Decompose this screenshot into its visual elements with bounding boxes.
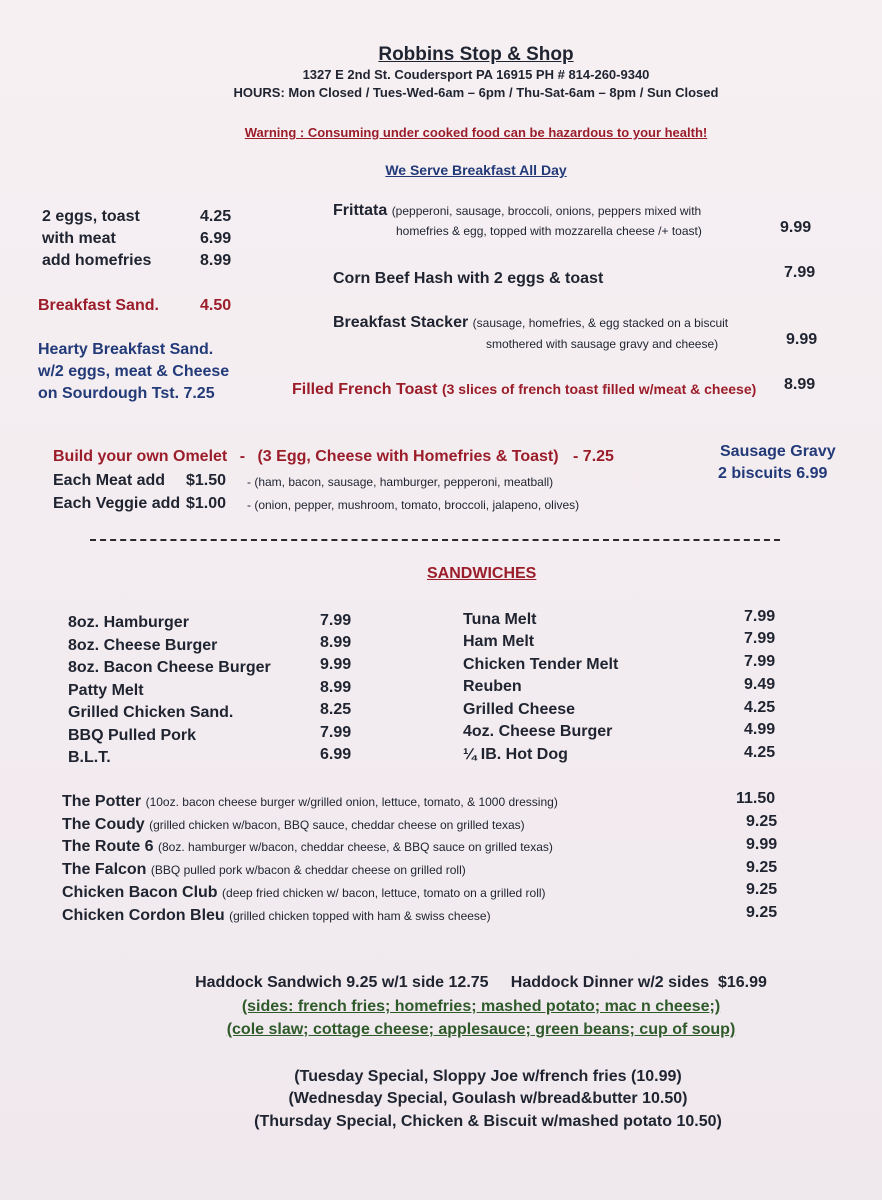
french-toast-desc: (3 slices of french toast filled w/meat & cheese) (441, 381, 757, 397)
item-price: 4.25 (744, 699, 776, 716)
address-line: 1327 E 2nd St. Coudersport PA 16915 PH # 814-260-9340 (302, 67, 650, 82)
french-toast-name: Filled French Toast (292, 381, 438, 398)
list-item: Ham Melt (463, 633, 535, 650)
restaurant-title: Robbins Stop & Shop (378, 44, 574, 65)
item-price: 7.99 (320, 612, 352, 629)
haddock-sides-2: (cole slaw; cottage cheese; applesauce; green beans; cup of soup) (226, 1021, 736, 1038)
meat-add-price: $1.50 (186, 472, 227, 489)
item-price: 4.25 (744, 744, 776, 761)
item-price: 6.99 (320, 746, 352, 763)
item-price: 7.99 (744, 653, 776, 670)
item-price: 11.50 (736, 790, 776, 807)
omelet-desc: (3 Egg, Cheese with Homefries & Toast) (257, 448, 559, 465)
french-toast-price: 8.99 (784, 376, 816, 393)
list-item (62, 861, 466, 879)
frittata-desc-1: (pepperoni, sausage, broccoli, onions, peppers mixed with (391, 204, 702, 218)
item-price: 6.99 (200, 230, 232, 247)
hearty-line-3: on Sourdough Tst. 7.25 (38, 385, 215, 402)
breakfast-sandwich-price: 4.50 (200, 297, 232, 314)
list-item: Chicken Tender Melt (463, 656, 619, 673)
meat-add: Each Meat add (53, 472, 166, 489)
omelet-name: Build your own Omelet (53, 448, 228, 465)
stacker-desc-2: smothered with sausage gravy and cheese) (486, 337, 719, 351)
warning-line: Warning : Consuming under cooked food can be hazardous to your health! (244, 125, 708, 140)
item-price: 7.99 (320, 724, 352, 741)
list-item: Patty Melt (68, 682, 144, 699)
sausage-gravy: Sausage Gravy (720, 443, 836, 460)
tuesday-special: (Tuesday Special, Sloppy Joe w/french fries (10.99) (294, 1068, 682, 1085)
list-item: Grilled Chicken Sand. (68, 704, 234, 721)
item-price: 9.25 (746, 881, 778, 898)
stacker-line (333, 314, 728, 332)
specialty-name: The Route 6 (62, 838, 154, 855)
specialty-desc: (8oz. hamburger w/bacon, cheddar cheese, & BBQ sauce on grilled texas) (158, 840, 553, 854)
breakfast-sandwich: Breakfast Sand. (38, 297, 159, 314)
specialty-name: Chicken Bacon Club (62, 884, 218, 901)
hearty-line-1: Hearty Breakfast Sand. (38, 341, 214, 358)
veggie-add-price: $1.00 (186, 495, 227, 512)
list-item (62, 884, 546, 902)
item-price: 9.25 (746, 859, 778, 876)
list-item: Reuben (463, 678, 522, 695)
item-price: 7.99 (744, 608, 776, 625)
item-price: 4.25 (200, 208, 232, 225)
specialty-desc: (deep fried chicken w/ bacon, lettuce, tomato on a grilled roll) (222, 886, 546, 900)
item-price: 9.99 (320, 656, 352, 673)
hearty-line-2: w/2 eggs, meat & Cheese (38, 363, 230, 380)
specialty-name: The Coudy (62, 816, 145, 833)
frittata-line (333, 202, 701, 220)
frittata-name: Frittata (333, 202, 388, 219)
item-price: 4.99 (744, 721, 776, 738)
specialty-desc: (grilled chicken w/bacon, BBQ sauce, cheddar cheese on grilled texas) (149, 818, 525, 832)
list-item (62, 907, 491, 925)
list-item: B.L.T. (68, 749, 111, 766)
stacker-name: Breakfast Stacker (333, 314, 469, 331)
item-price: 9.25 (746, 813, 778, 830)
item-price: 8.99 (320, 679, 352, 696)
list-item (62, 793, 558, 811)
corned-beef-price: 7.99 (784, 264, 816, 281)
specialty-desc: (BBQ pulled pork w/bacon & cheddar cheese on grilled roll) (150, 863, 466, 877)
corned-beef-hash: Corn Beef Hash with 2 eggs & toast (333, 270, 604, 287)
item-price: 7.99 (744, 630, 776, 647)
list-item: 4oz. Cheese Burger (463, 723, 613, 740)
specialty-desc: (grilled chicken topped with ham & swiss cheese) (229, 909, 491, 923)
meat-add-desc: - (ham, bacon, sausage, hamburger, pepperoni, meatball) (247, 475, 554, 489)
list-item: BBQ Pulled Pork (68, 727, 197, 744)
item-price: 8.99 (200, 252, 232, 269)
item-price: 8.99 (320, 634, 352, 651)
frittata-desc-2: homefries & egg, topped with mozzarella cheese /+ toast) (396, 224, 702, 238)
breakfast-all-day: We Serve Breakfast All Day (385, 162, 567, 178)
list-item: ¼ IB. Hot Dog (463, 746, 568, 763)
specialty-name: The Falcon (62, 861, 147, 878)
haddock-line: Haddock Sandwich 9.25 w/1 side 12.75 Haddock Dinner w/2 sides $16.99 (195, 974, 767, 991)
specialty-name: The Potter (62, 793, 142, 810)
specialty-desc: (10oz. bacon cheese burger w/grilled onion, lettuce, tomato, & 1000 dressing) (145, 795, 558, 809)
hours-line: HOURS: Mon Closed / Tues-Wed-6am – 6pm / Thu-Sat-6am – 8pm / Sun Closed (233, 85, 719, 100)
item-price: 9.25 (746, 904, 778, 921)
stacker-desc-1: (sausage, homefries, & egg stacked on a biscuit (472, 316, 729, 330)
list-item: Tuna Melt (463, 611, 537, 628)
item-price: 9.49 (744, 676, 776, 693)
omelet-line (53, 448, 614, 466)
item-price: 9.99 (746, 836, 778, 853)
sausage-gravy-price: 2 biscuits 6.99 (718, 465, 828, 482)
list-item: 8oz. Hamburger (68, 614, 189, 631)
list-item (62, 838, 553, 856)
list-item (62, 816, 525, 834)
sandwiches-heading: SANDWICHES (427, 565, 537, 582)
omelet-dash: - (239, 448, 246, 465)
list-item: with meat (42, 230, 116, 247)
veggie-add: Each Veggie add (53, 495, 181, 512)
list-item: add homefries (42, 252, 152, 269)
stacker-price: 9.99 (786, 331, 818, 348)
list-item: 8oz. Bacon Cheese Burger (68, 659, 271, 676)
section-divider (90, 539, 780, 541)
specialty-name: Chicken Cordon Bleu (62, 907, 225, 924)
frittata-price: 9.99 (780, 219, 812, 236)
list-item: 8oz. Cheese Burger (68, 637, 218, 654)
list-item: Grilled Cheese (463, 701, 576, 718)
thursday-special: (Thursday Special, Chicken & Biscuit w/mashed potato 10.50) (254, 1113, 722, 1130)
omelet-price: - 7.25 (573, 448, 614, 465)
item-price: 8.25 (320, 701, 352, 718)
french-toast-line (292, 381, 756, 399)
wednesday-special: (Wednesday Special, Goulash w/bread&butter 10.50) (288, 1090, 688, 1107)
veggie-add-desc: - (onion, pepper, mushroom, tomato, broccoli, jalapeno, olives) (247, 498, 580, 512)
list-item: 2 eggs, toast (42, 208, 140, 225)
haddock-sides-1: (sides: french fries; homefries; mashed potato; mac n cheese;) (241, 998, 721, 1015)
